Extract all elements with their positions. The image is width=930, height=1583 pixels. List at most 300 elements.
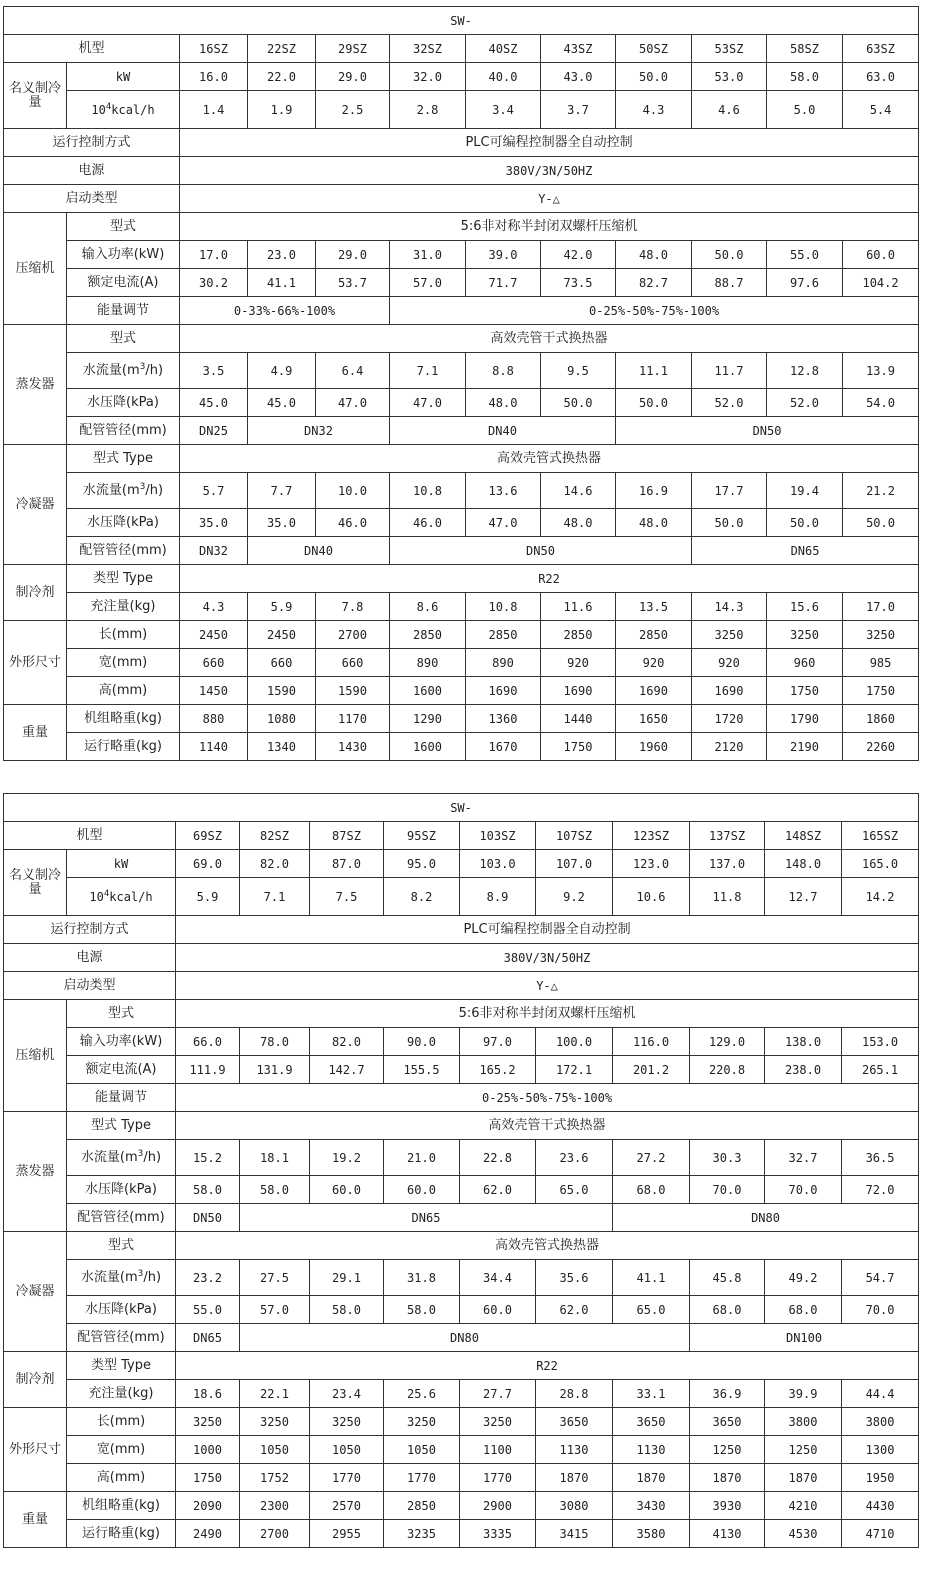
kcal-unit-suffix: kcal/h xyxy=(109,889,153,904)
comp-current-cell: 104.2 xyxy=(843,269,919,297)
evap-drop-cell: 52.0 xyxy=(692,389,767,417)
wt-ship-cell: 4210 xyxy=(765,1492,842,1520)
dim-height-cell: 1450 xyxy=(180,677,248,705)
wt-run-cell: 3415 xyxy=(536,1520,613,1548)
wt-run-cell: 2700 xyxy=(240,1520,310,1548)
evap-drop-row xyxy=(4,1176,919,1204)
model-cell: 32SZ xyxy=(390,35,466,63)
ref-charge-cell: 39.9 xyxy=(765,1380,842,1408)
ref-charge-label: 充注量(kg) xyxy=(67,593,180,621)
evap-drop-cell: 70.0 xyxy=(765,1176,842,1204)
dim-height-cell: 1600 xyxy=(390,677,466,705)
evap-pipe-cell: DN32 xyxy=(248,417,390,445)
cond-flow-row xyxy=(4,1260,919,1296)
evap-drop-cell: 65.0 xyxy=(536,1176,613,1204)
capacity-kw-cell: 40.0 xyxy=(466,63,541,91)
dimensions-label: 外形尺寸 xyxy=(4,621,67,705)
capacity-kcal-cell: 2.5 xyxy=(316,91,390,129)
capacity-kw-row xyxy=(4,850,919,878)
comp-input-row xyxy=(4,241,919,269)
cond-drop-cell: 68.0 xyxy=(765,1296,842,1324)
wt-run-cell: 4130 xyxy=(690,1520,765,1548)
capacity-kw-cell: 32.0 xyxy=(390,63,466,91)
weight-label: 重量 xyxy=(4,1492,67,1548)
ref-charge-cell: 36.9 xyxy=(690,1380,765,1408)
wt-ship-cell: 4430 xyxy=(842,1492,919,1520)
evap-drop-cell: 60.0 xyxy=(310,1176,384,1204)
wt-run-cell: 4710 xyxy=(842,1520,919,1548)
model-cell: 148SZ xyxy=(765,822,842,850)
comp-current-label: 额定电流(A) xyxy=(67,269,180,297)
cond-flow-cell: 49.2 xyxy=(765,1260,842,1296)
cond-drop-label: 水压降(kPa) xyxy=(67,509,180,537)
evap-pipe-cell: DN50 xyxy=(616,417,919,445)
dim-height-cell: 1770 xyxy=(310,1464,384,1492)
dim-width-cell: 1000 xyxy=(176,1436,240,1464)
capacity-kcal-row xyxy=(4,91,919,129)
dim-width-label: 宽(mm) xyxy=(67,649,180,677)
model-cell: 53SZ xyxy=(692,35,767,63)
comp-input-cell: 82.0 xyxy=(310,1028,384,1056)
dim-height-cell: 1870 xyxy=(765,1464,842,1492)
cond-flow-cell: 23.2 xyxy=(176,1260,240,1296)
wt-run-cell: 2955 xyxy=(310,1520,384,1548)
flow-label-suffix: /h) xyxy=(143,1149,162,1165)
capacity-kcal-unit xyxy=(67,91,180,129)
wt-ship-cell: 3080 xyxy=(536,1492,613,1520)
model-cell: 69SZ xyxy=(176,822,240,850)
ref-charge-cell: 13.5 xyxy=(616,593,692,621)
dim-height-label: 高(mm) xyxy=(67,677,180,705)
model-cell: 137SZ xyxy=(690,822,765,850)
power-label: 电源 xyxy=(4,157,180,185)
capacity-kcal-cell: 5.0 xyxy=(767,91,843,129)
dim-length-cell: 3250 xyxy=(240,1408,310,1436)
cond-pipe-cell: DN32 xyxy=(180,537,248,565)
wt-ship-cell: 2900 xyxy=(460,1492,536,1520)
cond-flow-cell: 34.4 xyxy=(460,1260,536,1296)
dim-height-label: 高(mm) xyxy=(67,1464,176,1492)
evap-type-row xyxy=(4,325,919,353)
evap-flow-cell: 22.8 xyxy=(460,1140,536,1176)
model-cell: 107SZ xyxy=(536,822,613,850)
dim-length-cell: 3250 xyxy=(176,1408,240,1436)
flow-label-exp: 3 xyxy=(139,361,146,372)
dim-width-cell: 1250 xyxy=(765,1436,842,1464)
wt-ship-cell: 1650 xyxy=(616,705,692,733)
cond-drop-cell: 35.0 xyxy=(248,509,316,537)
evap-drop-cell: 60.0 xyxy=(384,1176,460,1204)
ref-charge-cell: 33.1 xyxy=(613,1380,690,1408)
dim-length-label: 长(mm) xyxy=(67,1408,176,1436)
evap-drop-cell: 54.0 xyxy=(843,389,919,417)
capacity-label: 名义制冷量 xyxy=(4,850,67,916)
flow-label-exp: 3 xyxy=(139,481,146,492)
capacity-kw-cell: 107.0 xyxy=(536,850,613,878)
evap-flow-cell: 18.1 xyxy=(240,1140,310,1176)
dim-length-cell: 2850 xyxy=(390,621,466,649)
dim-length-cell: 2850 xyxy=(616,621,692,649)
capacity-kw-cell: 82.0 xyxy=(240,850,310,878)
comp-type-value: 5:6非对称半封闭双螺杆压缩机 xyxy=(180,213,919,241)
cond-drop-cell: 46.0 xyxy=(390,509,466,537)
dim-height-cell: 1690 xyxy=(466,677,541,705)
wt-run-cell: 1140 xyxy=(180,733,248,761)
ref-charge-cell: 4.3 xyxy=(180,593,248,621)
ref-charge-row xyxy=(4,593,919,621)
wt-run-cell: 4530 xyxy=(765,1520,842,1548)
cond-pipe-cell: DN40 xyxy=(248,537,390,565)
ref-charge-cell: 27.7 xyxy=(460,1380,536,1408)
capacity-kcal-cell: 12.7 xyxy=(765,878,842,916)
dim-height-cell: 1750 xyxy=(843,677,919,705)
dim-height-cell: 1690 xyxy=(541,677,616,705)
dim-length-row xyxy=(4,621,919,649)
capacity-kcal-cell: 7.1 xyxy=(240,878,310,916)
evaporator-label: 蒸发器 xyxy=(4,1112,67,1232)
capacity-kcal-cell: 5.4 xyxy=(843,91,919,129)
condenser-label: 冷凝器 xyxy=(4,445,67,565)
model-cell: 16SZ xyxy=(180,35,248,63)
cond-type-label: 型式 xyxy=(67,1232,176,1260)
capacity-kcal-row xyxy=(4,878,919,916)
model-label: 机型 xyxy=(4,822,176,850)
dim-width-cell: 920 xyxy=(541,649,616,677)
wt-ship-cell: 2850 xyxy=(384,1492,460,1520)
ref-type-row xyxy=(4,565,919,593)
evap-pipe-row xyxy=(4,417,919,445)
evap-drop-label: 水压降(kPa) xyxy=(67,389,180,417)
evap-flow-row xyxy=(4,353,919,389)
capacity-kcal-cell: 5.9 xyxy=(176,878,240,916)
dim-width-cell: 660 xyxy=(180,649,248,677)
capacity-kcal-cell: 11.8 xyxy=(690,878,765,916)
cond-drop-cell: 55.0 xyxy=(176,1296,240,1324)
flow-label-suffix: /h) xyxy=(145,482,164,498)
evap-pipe-label: 配管管径(mm) xyxy=(67,417,180,445)
wt-ship-cell: 3430 xyxy=(613,1492,690,1520)
evap-pipe-cell: DN25 xyxy=(180,417,248,445)
cond-type-row xyxy=(4,1232,919,1260)
comp-reg-row xyxy=(4,1084,919,1112)
evap-flow-cell: 13.9 xyxy=(843,353,919,389)
evap-flow-cell: 12.8 xyxy=(767,353,843,389)
ref-type-label: 类型 Type xyxy=(67,1352,176,1380)
cond-drop-cell: 46.0 xyxy=(316,509,390,537)
model-cell: 165SZ xyxy=(842,822,919,850)
ref-charge-cell: 10.8 xyxy=(466,593,541,621)
dim-length-cell: 3250 xyxy=(767,621,843,649)
ref-charge-cell: 23.4 xyxy=(310,1380,384,1408)
capacity-kcal-cell: 3.7 xyxy=(541,91,616,129)
wt-run-cell: 2190 xyxy=(767,733,843,761)
evap-type-value: 高效壳管干式换热器 xyxy=(176,1112,919,1140)
cond-flow-label xyxy=(67,473,180,509)
dim-height-cell: 1690 xyxy=(692,677,767,705)
evaporator-label: 蒸发器 xyxy=(4,325,67,445)
spec-table-1 xyxy=(3,6,919,761)
evap-pipe-cell: DN80 xyxy=(613,1204,919,1232)
dim-length-cell: 3250 xyxy=(460,1408,536,1436)
ref-type-label: 类型 Type xyxy=(67,565,180,593)
comp-input-cell: 29.0 xyxy=(316,241,390,269)
comp-input-cell: 153.0 xyxy=(842,1028,919,1056)
cond-pipe-cell: DN65 xyxy=(176,1324,240,1352)
cond-flow-cell: 29.1 xyxy=(310,1260,384,1296)
wt-run-label: 运行略重(kg) xyxy=(67,1520,176,1548)
dim-length-cell: 3250 xyxy=(310,1408,384,1436)
wt-ship-cell: 1360 xyxy=(466,705,541,733)
comp-input-cell: 17.0 xyxy=(180,241,248,269)
dim-length-row xyxy=(4,1408,919,1436)
model-row xyxy=(4,35,919,63)
comp-current-row xyxy=(4,1056,919,1084)
comp-current-cell: 165.2 xyxy=(460,1056,536,1084)
evap-type-value: 高效壳管干式换热器 xyxy=(180,325,919,353)
cond-drop-cell: 58.0 xyxy=(310,1296,384,1324)
cond-drop-cell: 62.0 xyxy=(536,1296,613,1324)
comp-type-label: 型式 xyxy=(67,1000,176,1028)
evap-drop-cell: 45.0 xyxy=(180,389,248,417)
capacity-kw-cell: 16.0 xyxy=(180,63,248,91)
evap-drop-label: 水压降(kPa) xyxy=(67,1176,176,1204)
model-label: 机型 xyxy=(4,35,180,63)
control-row xyxy=(4,129,919,157)
dim-width-cell: 890 xyxy=(466,649,541,677)
model-cell: 123SZ xyxy=(613,822,690,850)
capacity-kw-cell: 53.0 xyxy=(692,63,767,91)
dim-width-cell: 1050 xyxy=(310,1436,384,1464)
dim-height-cell: 1770 xyxy=(460,1464,536,1492)
cond-drop-cell: 70.0 xyxy=(842,1296,919,1324)
evap-flow-cell: 21.0 xyxy=(384,1140,460,1176)
wt-run-cell: 2490 xyxy=(176,1520,240,1548)
wt-ship-cell: 2090 xyxy=(176,1492,240,1520)
dim-height-cell: 1590 xyxy=(248,677,316,705)
capacity-kcal-cell: 8.9 xyxy=(460,878,536,916)
capacity-kw-cell: 22.0 xyxy=(248,63,316,91)
dim-height-cell: 1770 xyxy=(384,1464,460,1492)
comp-input-cell: 138.0 xyxy=(765,1028,842,1056)
model-cell: 43SZ xyxy=(541,35,616,63)
ref-charge-cell: 15.6 xyxy=(767,593,843,621)
evap-drop-cell: 52.0 xyxy=(767,389,843,417)
control-row xyxy=(4,916,919,944)
evap-type-label: 型式 Type xyxy=(67,1112,176,1140)
cond-drop-cell: 35.0 xyxy=(180,509,248,537)
capacity-kw-cell: 123.0 xyxy=(613,850,690,878)
wt-run-cell: 1670 xyxy=(466,733,541,761)
comp-reg-cell: 0-25%-50%-75%-100% xyxy=(176,1084,919,1112)
comp-type-value: 5:6非对称半封闭双螺杆压缩机 xyxy=(176,1000,919,1028)
ref-charge-cell: 22.1 xyxy=(240,1380,310,1408)
capacity-kw-cell: 95.0 xyxy=(384,850,460,878)
ref-type-value: R22 xyxy=(176,1352,919,1380)
cond-flow-cell: 5.7 xyxy=(180,473,248,509)
dim-width-cell: 1050 xyxy=(384,1436,460,1464)
ref-charge-cell: 5.9 xyxy=(248,593,316,621)
dim-width-cell: 1100 xyxy=(460,1436,536,1464)
comp-type-row xyxy=(4,1000,919,1028)
wt-ship-cell: 2570 xyxy=(310,1492,384,1520)
comp-type-label: 型式 xyxy=(67,213,180,241)
cond-pipe-row xyxy=(4,1324,919,1352)
dim-width-cell: 1130 xyxy=(536,1436,613,1464)
capacity-kw-row xyxy=(4,63,919,91)
flow-label-text: 水流量(m xyxy=(80,1149,138,1165)
dim-length-cell: 3650 xyxy=(613,1408,690,1436)
wt-ship-label: 机组略重(kg) xyxy=(67,1492,176,1520)
cond-drop-cell: 57.0 xyxy=(240,1296,310,1324)
model-row xyxy=(4,822,919,850)
cond-flow-label xyxy=(67,1260,176,1296)
cond-flow-row xyxy=(4,473,919,509)
ref-charge-cell: 18.6 xyxy=(176,1380,240,1408)
comp-current-cell: 220.8 xyxy=(690,1056,765,1084)
capacity-label: 名义制冷量 xyxy=(4,63,67,129)
comp-current-cell: 88.7 xyxy=(692,269,767,297)
evap-flow-cell: 8.8 xyxy=(466,353,541,389)
kcal-unit-base: 10 xyxy=(89,889,104,904)
cond-drop-cell: 48.0 xyxy=(541,509,616,537)
comp-current-cell: 97.6 xyxy=(767,269,843,297)
cond-drop-cell: 65.0 xyxy=(613,1296,690,1324)
series-title: SW- xyxy=(4,7,919,35)
cond-flow-cell: 7.7 xyxy=(248,473,316,509)
ref-charge-cell: 25.6 xyxy=(384,1380,460,1408)
evap-drop-cell: 68.0 xyxy=(613,1176,690,1204)
capacity-kcal-unit xyxy=(67,878,176,916)
evap-flow-cell: 19.2 xyxy=(310,1140,384,1176)
control-value: PLC可编程控制器全自动控制 xyxy=(180,129,919,157)
power-value: 380V/3N/50HZ xyxy=(180,157,919,185)
series-row xyxy=(4,7,919,35)
cond-pipe-label: 配管管径(mm) xyxy=(67,537,180,565)
evap-flow-cell: 3.5 xyxy=(180,353,248,389)
series-row xyxy=(4,794,919,822)
wt-ship-label: 机组略重(kg) xyxy=(67,705,180,733)
cond-flow-cell: 35.6 xyxy=(536,1260,613,1296)
evap-drop-cell: 47.0 xyxy=(390,389,466,417)
wt-ship-cell: 1440 xyxy=(541,705,616,733)
cond-flow-cell: 17.7 xyxy=(692,473,767,509)
dim-width-cell: 890 xyxy=(390,649,466,677)
evap-drop-cell: 70.0 xyxy=(690,1176,765,1204)
evap-drop-cell: 58.0 xyxy=(176,1176,240,1204)
kcal-unit-exp: 4 xyxy=(105,101,112,112)
cond-flow-cell: 21.2 xyxy=(843,473,919,509)
comp-current-cell: 238.0 xyxy=(765,1056,842,1084)
dim-length-cell: 2450 xyxy=(248,621,316,649)
ref-charge-cell: 8.6 xyxy=(390,593,466,621)
control-value: PLC可编程控制器全自动控制 xyxy=(176,916,919,944)
evap-flow-row xyxy=(4,1140,919,1176)
model-cell: 22SZ xyxy=(248,35,316,63)
dim-length-cell: 3250 xyxy=(843,621,919,649)
refrigerant-label: 制冷剂 xyxy=(4,565,67,621)
evap-flow-cell: 9.5 xyxy=(541,353,616,389)
capacity-kw-cell: 63.0 xyxy=(843,63,919,91)
comp-input-cell: 66.0 xyxy=(176,1028,240,1056)
ref-charge-cell: 11.6 xyxy=(541,593,616,621)
capacity-kcal-cell: 1.4 xyxy=(180,91,248,129)
cond-pipe-cell: DN80 xyxy=(240,1324,690,1352)
cond-flow-cell: 31.8 xyxy=(384,1260,460,1296)
evap-drop-cell: 58.0 xyxy=(240,1176,310,1204)
comp-type-row xyxy=(4,213,919,241)
cond-flow-cell: 41.1 xyxy=(613,1260,690,1296)
dim-length-cell: 3650 xyxy=(536,1408,613,1436)
capacity-kcal-cell: 1.9 xyxy=(248,91,316,129)
comp-reg-label: 能量调节 xyxy=(67,1084,176,1112)
cond-flow-cell: 45.8 xyxy=(690,1260,765,1296)
evap-flow-cell: 11.1 xyxy=(616,353,692,389)
dim-width-cell: 985 xyxy=(843,649,919,677)
dim-height-cell: 1750 xyxy=(176,1464,240,1492)
dimensions-label: 外形尺寸 xyxy=(4,1408,67,1492)
capacity-kw-cell: 165.0 xyxy=(842,850,919,878)
cond-drop-label: 水压降(kPa) xyxy=(67,1296,176,1324)
evap-drop-cell: 48.0 xyxy=(466,389,541,417)
dim-width-row xyxy=(4,1436,919,1464)
ref-charge-cell: 28.8 xyxy=(536,1380,613,1408)
comp-input-cell: 97.0 xyxy=(460,1028,536,1056)
dim-height-cell: 1750 xyxy=(767,677,843,705)
cond-pipe-cell: DN100 xyxy=(690,1324,919,1352)
wt-ship-row xyxy=(4,705,919,733)
comp-input-cell: 23.0 xyxy=(248,241,316,269)
model-cell: 82SZ xyxy=(240,822,310,850)
power-label: 电源 xyxy=(4,944,176,972)
capacity-kw-cell: 87.0 xyxy=(310,850,384,878)
wt-run-cell: 1750 xyxy=(541,733,616,761)
capacity-kw-unit: kW xyxy=(67,63,180,91)
cond-drop-row xyxy=(4,1296,919,1324)
wt-run-cell: 3235 xyxy=(384,1520,460,1548)
cond-pipe-cell: DN50 xyxy=(390,537,692,565)
evap-pipe-cell: DN65 xyxy=(240,1204,613,1232)
model-cell: 40SZ xyxy=(466,35,541,63)
evap-flow-cell: 7.1 xyxy=(390,353,466,389)
dim-width-cell: 660 xyxy=(316,649,390,677)
series-title: SW- xyxy=(4,794,919,822)
evap-type-label: 型式 xyxy=(67,325,180,353)
ref-type-value: R22 xyxy=(180,565,919,593)
cond-flow-cell: 10.8 xyxy=(390,473,466,509)
evap-type-row xyxy=(4,1112,919,1140)
ref-charge-row xyxy=(4,1380,919,1408)
dim-length-cell: 2850 xyxy=(541,621,616,649)
start-row xyxy=(4,972,919,1000)
comp-current-cell: 265.1 xyxy=(842,1056,919,1084)
capacity-kcal-cell: 4.3 xyxy=(616,91,692,129)
cond-pipe-row xyxy=(4,537,919,565)
dim-height-row xyxy=(4,1464,919,1492)
dim-length-cell: 2700 xyxy=(316,621,390,649)
evap-pipe-label: 配管管径(mm) xyxy=(67,1204,176,1232)
refrigerant-label: 制冷剂 xyxy=(4,1352,67,1408)
power-row xyxy=(4,157,919,185)
capacity-kw-cell: 29.0 xyxy=(316,63,390,91)
evap-flow-cell: 6.4 xyxy=(316,353,390,389)
control-label: 运行控制方式 xyxy=(4,916,176,944)
evap-flow-cell: 30.3 xyxy=(690,1140,765,1176)
dim-length-cell: 3650 xyxy=(690,1408,765,1436)
wt-ship-cell: 1720 xyxy=(692,705,767,733)
dim-length-cell: 3250 xyxy=(384,1408,460,1436)
ref-charge-label: 充注量(kg) xyxy=(67,1380,176,1408)
model-cell: 103SZ xyxy=(460,822,536,850)
